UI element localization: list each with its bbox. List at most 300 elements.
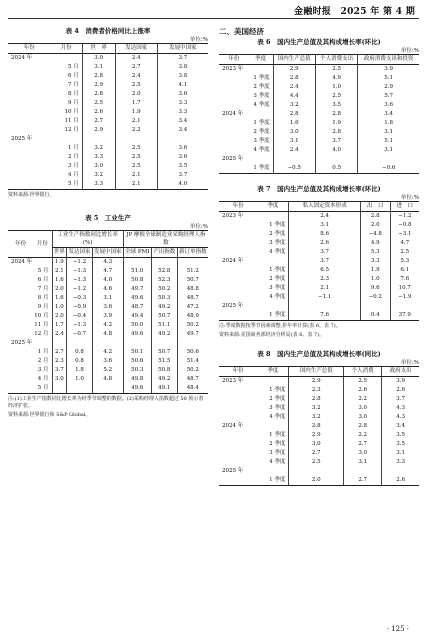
table-row [219, 137, 419, 146]
year-cell [219, 74, 249, 83]
period-cell: 5 月 [51, 180, 83, 190]
period-cell: 4 季度 [269, 294, 286, 300]
period-cell: 11 月 [34, 322, 49, 328]
value-cell [273, 155, 315, 164]
value-cell: 2.5 [82, 99, 115, 108]
period-cell: 6 月 [37, 277, 49, 283]
year-cell [219, 239, 257, 248]
period-cell: 5 月 [37, 268, 49, 274]
value-cell: 3.0 [82, 162, 115, 171]
table5-title: 表 5 工业生产 [85, 214, 131, 222]
value-cell: 2.2 [115, 126, 157, 135]
value-cell: 4.1 [157, 81, 208, 90]
value-cell: 2.8 [289, 422, 344, 431]
year-cell [219, 293, 257, 302]
value-cell: 2.5 [115, 81, 157, 90]
value-cell: 2.0 [115, 90, 157, 99]
value-cell: 2.4 [115, 54, 157, 64]
value-cell: 3.1 [358, 128, 419, 137]
value-cell: 3.1 [358, 146, 419, 155]
value-cell: 2.6 [382, 386, 419, 395]
period-cell: 1 季度 [269, 387, 286, 393]
value-cell: 2.3 [289, 275, 360, 284]
t7-header: 年份 [219, 202, 257, 212]
year-cell [8, 72, 51, 81]
value-cell: 2.8 [344, 422, 382, 431]
t6-header: 个人消费支出 [315, 55, 357, 65]
table-row [8, 126, 208, 135]
value-cell: 3.3 [82, 153, 115, 162]
value-cell: 2.8 [315, 110, 357, 119]
table-row [219, 164, 419, 174]
value-cell: 0.8 [67, 348, 93, 357]
t4-header: 世 界 [82, 44, 115, 54]
value-cell: 3.7 [289, 257, 360, 266]
value-cell [289, 302, 360, 311]
t5-subheader: 全球 PMI [123, 248, 151, 258]
value-cell: 2.2 [344, 395, 382, 404]
value-cell: 2.4 [273, 83, 315, 92]
value-cell: 50.0 [123, 321, 151, 330]
value-cell: 1.7 [52, 321, 67, 330]
value-cell: 3.6 [92, 303, 123, 312]
journal-title: 金融时报 2025 年 第 4 期 [294, 7, 415, 17]
value-cell: 2.1 [115, 171, 157, 180]
year-cell [8, 99, 51, 108]
period-cell: 1 季度 [249, 164, 273, 174]
period-cell: 11 月 [64, 118, 79, 124]
value-cell: 3.5 [157, 162, 208, 171]
table7-note: 注:季度数据按季节因素调整,折年率计算(表 6、表 7)。 [219, 323, 341, 329]
year-cell [219, 431, 257, 440]
value-cell [382, 467, 419, 476]
year-cell [8, 162, 51, 171]
table-row [219, 92, 419, 101]
value-cell: 4.7 [390, 239, 419, 248]
table-row [219, 110, 419, 119]
value-cell: 3.2 [273, 101, 315, 110]
value-cell: 2.7 [82, 117, 115, 126]
year-cell [219, 458, 257, 467]
period-cell [33, 258, 52, 268]
value-cell: 3.4 [382, 422, 419, 431]
value-cell: 2.8 [360, 212, 390, 222]
table7-unit: 单位:% [400, 195, 419, 201]
value-cell: 1.0 [360, 275, 390, 284]
table4-source: 资料来源:世界银行。 [8, 192, 55, 198]
value-cell: 1.6 [52, 276, 67, 285]
value-cell: 10.7 [390, 284, 419, 293]
value-cell: 2.4 [115, 72, 157, 81]
table-row [219, 302, 419, 311]
table-row [219, 119, 419, 128]
t8-header: 个人消费 [344, 367, 382, 377]
value-cell: 4.0 [315, 146, 357, 155]
year-cell: 2023 年 [222, 213, 244, 219]
period-cell [51, 135, 83, 144]
value-cell [344, 467, 382, 476]
period-cell: 3 月 [67, 163, 79, 169]
table-row [8, 339, 208, 348]
value-cell: 48.7 [177, 294, 208, 303]
period-cell: 2 季度 [269, 441, 286, 447]
value-cell: 2.6 [82, 108, 115, 117]
period-cell [257, 257, 289, 266]
value-cell: 3.4 [358, 110, 419, 119]
t5-header: 工业生产指数同比增长率(%) [52, 231, 123, 248]
t7-header: 私人固定资本形成 [289, 202, 360, 212]
year-cell [8, 348, 33, 357]
table-row [219, 422, 419, 431]
period-cell: 8 月 [37, 295, 49, 301]
value-cell: 2.5 [344, 377, 382, 387]
value-cell: 3.7 [382, 395, 419, 404]
value-cell: 2.9 [273, 65, 315, 75]
value-cell: 4.2 [92, 348, 123, 357]
period-cell: 9 月 [67, 100, 79, 106]
period-cell: 3 月 [37, 367, 49, 373]
value-cell: 3.9 [92, 312, 123, 321]
table-row [8, 366, 208, 375]
value-cell: 4.7 [92, 267, 123, 276]
period-cell: 2 季度 [253, 129, 270, 135]
value-cell: 1.0 [67, 375, 93, 384]
value-cell: 3.0 [273, 128, 315, 137]
year-cell [219, 386, 257, 395]
table8-title: 表 8 国内生产总值及其构成增长率(同比) [257, 350, 381, 358]
value-cell: 0.8 [67, 357, 93, 366]
t7-header: 进 口 [390, 202, 419, 212]
period-cell: 8 月 [67, 91, 79, 97]
value-cell: 49.6 [123, 384, 151, 394]
t7-header: 季度 [257, 202, 289, 212]
value-cell: 50.7 [151, 312, 177, 321]
value-cell [151, 339, 177, 348]
year-cell [219, 101, 249, 110]
value-cell: 2.4 [273, 146, 315, 155]
year-cell: 2025 年 [11, 136, 33, 142]
value-cell: 3.7 [315, 137, 357, 146]
period-cell: 5 月 [67, 64, 79, 70]
value-cell: 49.2 [151, 375, 177, 384]
value-cell: 50.3 [151, 294, 177, 303]
table-row [219, 386, 419, 395]
table-row [219, 476, 419, 486]
table-row [219, 266, 419, 275]
value-cell: 6.1 [390, 266, 419, 275]
value-cell: −0.2 [360, 293, 390, 302]
year-cell [219, 83, 249, 92]
value-cell: −0.4 [67, 312, 93, 321]
year-cell [8, 63, 51, 72]
table-row [219, 404, 419, 413]
period-cell: 1 季度 [257, 311, 289, 321]
year-cell [8, 180, 51, 190]
value-cell [52, 384, 67, 394]
value-cell: 51.0 [123, 267, 151, 276]
period-cell: 4 季度 [253, 147, 270, 153]
value-cell: −1.3 [67, 267, 93, 276]
value-cell: 3.6 [92, 357, 123, 366]
year-cell [8, 321, 33, 330]
value-cell: 3.4 [157, 117, 208, 126]
t5-subheader: 世界 [52, 248, 67, 258]
table-row [219, 212, 419, 222]
value-cell [358, 155, 419, 164]
value-cell: 2.9 [289, 431, 344, 440]
period-cell: 10 月 [34, 313, 49, 319]
value-cell: 3.2 [82, 171, 115, 180]
value-cell: 4.9 [315, 74, 357, 83]
value-cell: 0.5 [315, 164, 357, 174]
value-cell: 3.7 [52, 366, 67, 375]
value-cell: 48.7 [177, 375, 208, 384]
value-cell: 2.5 [115, 153, 157, 162]
value-cell: 1.6 [273, 119, 315, 128]
value-cell: 3.3 [157, 108, 208, 117]
value-cell: −1.2 [390, 212, 419, 222]
value-cell: 3.0 [289, 440, 344, 449]
value-cell: 2.7 [115, 63, 157, 72]
table-row [8, 72, 208, 81]
value-cell: 2.5 [289, 458, 344, 467]
year-cell [219, 137, 249, 146]
value-cell: 3.9 [358, 65, 419, 75]
year-cell [219, 449, 257, 458]
period-cell: 4 季度 [269, 249, 286, 255]
period-cell: 3 季度 [269, 405, 286, 411]
table-row [8, 162, 208, 171]
year-cell [8, 330, 33, 339]
value-cell: 7.6 [390, 275, 419, 284]
table6-title: 表 6 国内生产总值及其构成增长率(环比) [257, 38, 381, 46]
value-cell: 49.2 [151, 303, 177, 312]
table-row [8, 90, 208, 99]
year-cell [219, 119, 249, 128]
table5-unit: 单位:% [189, 224, 208, 230]
value-cell: −0.8 [390, 221, 419, 230]
value-cell: 2.0 [289, 476, 344, 486]
value-cell: 4.3 [382, 404, 419, 413]
t5-subheader: 新订单指数 [177, 248, 208, 258]
value-cell: 1.9 [315, 119, 357, 128]
right-column [219, 26, 419, 486]
value-cell: 5.3 [360, 248, 390, 257]
value-cell: 2.8 [273, 74, 315, 83]
table-row [219, 221, 419, 230]
value-cell: 2.0 [360, 221, 390, 230]
table-row [219, 248, 419, 257]
year-cell [8, 126, 51, 135]
value-cell: 4.9 [360, 239, 390, 248]
value-cell: −0.6 [358, 164, 419, 174]
year-cell [219, 404, 257, 413]
value-cell: 4.3 [92, 258, 123, 268]
table-row [219, 83, 419, 92]
t8-header: 政府支出 [382, 367, 419, 377]
value-cell: 1.9 [360, 266, 390, 275]
table-row [219, 449, 419, 458]
year-cell [8, 267, 33, 276]
t5-subheader: 产出指数 [151, 248, 177, 258]
value-cell: 6.5 [289, 266, 360, 275]
year-cell [219, 284, 257, 293]
table7-source: 资料来源:美国商务部经济分析局(表 6、表 7)。 [219, 332, 325, 338]
table-row [219, 458, 419, 467]
value-cell: 3.3 [382, 458, 419, 467]
value-cell [123, 258, 151, 268]
value-cell: 2.9 [358, 83, 419, 92]
value-cell: 50.7 [177, 276, 208, 285]
period-cell: 1 季度 [269, 222, 286, 228]
period-cell: 3 季度 [269, 450, 286, 456]
period-cell [257, 467, 289, 476]
value-cell: 0.4 [360, 311, 390, 321]
value-cell: 50.2 [177, 366, 208, 375]
value-cell [315, 155, 357, 164]
table-row [219, 431, 419, 440]
value-cell: 2.9 [82, 81, 115, 90]
t5-subheader: 发达国家 [67, 248, 93, 258]
value-cell: 2.1 [115, 180, 157, 190]
year-cell: 2024 年 [11, 55, 33, 61]
table4-unit: 单位:% [189, 37, 208, 43]
t5-header: JP 摩根全球制造业采购经理人指数 [123, 231, 208, 248]
year-cell [219, 221, 257, 230]
value-cell: 4.6 [92, 285, 123, 294]
year-cell: 2025 年 [222, 156, 244, 162]
t5-subheader: 发展中国家 [92, 248, 123, 258]
value-cell: 49.7 [177, 330, 208, 339]
value-cell [67, 339, 93, 348]
value-cell: 2.2 [344, 431, 382, 440]
period-cell: 4 季度 [269, 459, 286, 465]
section-title: 二、美国经济 [219, 27, 264, 36]
period-cell: 1 季度 [253, 75, 270, 81]
value-cell: 2.7 [344, 440, 382, 449]
year-cell [8, 90, 51, 99]
table-row [8, 135, 208, 144]
value-cell: 2.0 [52, 285, 67, 294]
year-cell: 2024 年 [222, 258, 244, 264]
table-row [8, 276, 208, 285]
period-cell: 2 季度 [269, 276, 286, 282]
value-cell: 1.9 [52, 258, 67, 268]
table4-title: 表 4 消费者价格同比上涨率 [65, 27, 151, 35]
value-cell: 2.8 [82, 90, 115, 99]
year-cell [219, 275, 257, 284]
t4-header: 月份 [51, 44, 83, 54]
value-cell: 3.1 [92, 294, 123, 303]
value-cell: 1.0 [52, 303, 67, 312]
year-cell [8, 384, 33, 394]
period-cell: 2 季度 [253, 84, 270, 90]
value-cell: 3.0 [344, 449, 382, 458]
value-cell: 2.6 [289, 239, 360, 248]
value-cell: 3.6 [157, 144, 208, 153]
value-cell: 3.0 [52, 375, 67, 384]
period-cell [257, 422, 289, 431]
value-cell: 50.6 [123, 357, 151, 366]
value-cell: 8.6 [289, 230, 360, 239]
period-cell [257, 212, 289, 222]
value-cell [92, 384, 123, 394]
year-cell [8, 285, 33, 294]
table-row [219, 257, 419, 266]
value-cell: 49.8 [123, 375, 151, 384]
table7 [219, 201, 419, 321]
table4 [8, 43, 208, 190]
value-cell: 2.1 [115, 117, 157, 126]
year-cell: 2025 年 [11, 340, 33, 346]
value-cell: 3.2 [289, 413, 344, 422]
value-cell: 2.7 [289, 449, 344, 458]
value-cell: 2.3 [52, 357, 67, 366]
t8-header: 季度 [257, 367, 289, 377]
year-cell [219, 248, 257, 257]
value-cell: 3.4 [157, 126, 208, 135]
value-cell [177, 258, 208, 268]
value-cell: −0.3 [67, 294, 93, 303]
period-cell: 7 月 [37, 286, 49, 292]
table-row [8, 117, 208, 126]
period-cell: 12 月 [34, 331, 49, 337]
t6-header: 国内生产总值 [273, 55, 315, 65]
year-cell [219, 395, 257, 404]
value-cell: 52.8 [151, 267, 177, 276]
period-cell: 4 月 [67, 172, 79, 178]
year-cell [219, 92, 249, 101]
value-cell: 1.8 [358, 119, 419, 128]
period-cell [257, 377, 289, 387]
table-row [8, 321, 208, 330]
period-cell: 5 月 [33, 384, 52, 394]
value-cell: 2.5 [115, 162, 157, 171]
value-cell: −1.2 [67, 285, 93, 294]
period-cell [257, 302, 289, 311]
value-cell: 3.1 [273, 137, 315, 146]
value-cell: 2.1 [52, 267, 67, 276]
value-cell: 51.5 [151, 357, 177, 366]
value-cell: 3.1 [289, 221, 360, 230]
value-cell: −1.2 [67, 258, 93, 268]
year-cell [8, 294, 33, 303]
value-cell: 2.8 [315, 128, 357, 137]
value-cell: 4.4 [273, 92, 315, 101]
table5-source: 资料来源:世界银行和 S&P Global。 [8, 412, 91, 418]
value-cell: 48.4 [177, 384, 208, 394]
value-cell: 3.6 [358, 101, 419, 110]
value-cell: 3.3 [82, 180, 115, 190]
page-header [0, 0, 427, 20]
value-cell: 5.1 [358, 137, 419, 146]
value-cell: 2.0 [52, 312, 67, 321]
table-row [219, 128, 419, 137]
value-cell: −0.7 [67, 330, 93, 339]
value-cell: 2.5 [315, 65, 357, 75]
value-cell [123, 339, 151, 348]
value-cell: 2.9 [82, 126, 115, 135]
period-cell [51, 54, 83, 64]
value-cell: 49.1 [151, 384, 177, 394]
value-cell: 3.3 [157, 99, 208, 108]
value-cell: −1.3 [67, 276, 93, 285]
value-cell: 49.7 [123, 285, 151, 294]
t5-header: 月份 [33, 231, 52, 258]
value-cell: 3.9 [382, 377, 419, 387]
t4-header: 年份 [8, 44, 51, 54]
value-cell: 50.2 [151, 285, 177, 294]
